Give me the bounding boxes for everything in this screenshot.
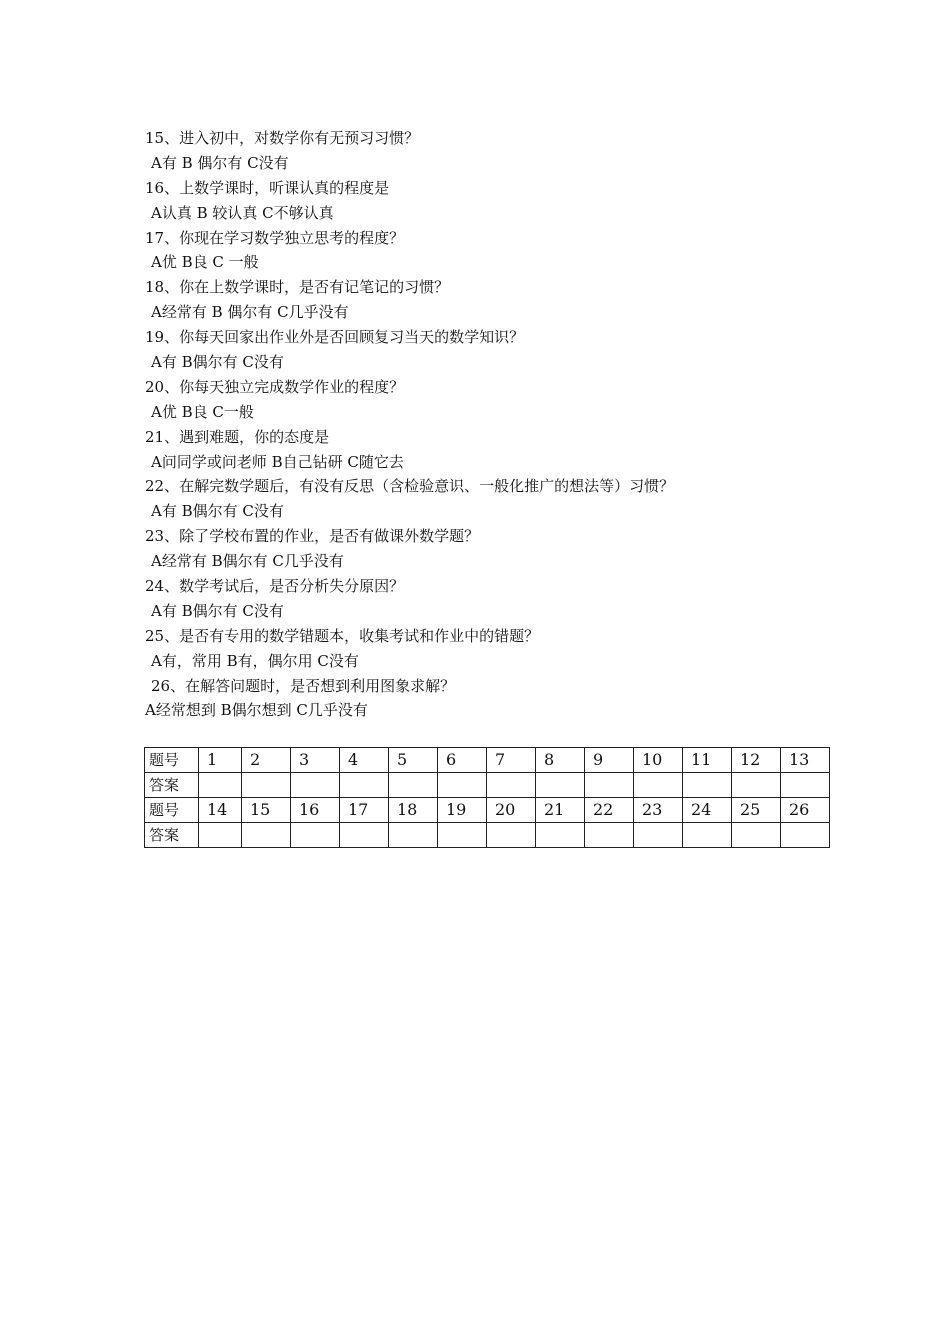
answer-cell[interactable]	[340, 773, 389, 798]
question-number-cell: 4	[340, 748, 389, 773]
question-options: A问同学或问老师 B自己钻研 C随它去	[151, 452, 404, 471]
question-number-cell: 3	[291, 748, 340, 773]
question-number-cell: 26	[781, 798, 830, 823]
question-number-cell: 25	[732, 798, 781, 823]
question-22	[145, 474, 845, 524]
answer-cell[interactable]	[732, 823, 781, 848]
question-number-cell: 14	[199, 798, 242, 823]
answer-cell[interactable]	[683, 823, 732, 848]
answer-sheet-table	[144, 747, 830, 848]
question-19	[145, 325, 845, 375]
question-options: A有 B偶尔有 C没有	[151, 353, 284, 372]
question-number-cell: 6	[438, 748, 487, 773]
answer-cell[interactable]	[438, 773, 487, 798]
question-options: A认真 B 较认真 C不够认真	[151, 203, 334, 222]
question-options: A经常想到 B偶尔想到 C几乎没有	[145, 701, 368, 720]
question-number-cell: 19	[438, 798, 487, 823]
question-list	[145, 126, 845, 723]
answer-cell[interactable]	[536, 823, 585, 848]
answer-cell[interactable]	[291, 773, 340, 798]
question-23	[145, 524, 845, 574]
question-16	[145, 176, 845, 226]
question-number-cell: 24	[683, 798, 732, 823]
question-text: 15、进入初中，对数学你有无预习习惯？	[145, 129, 420, 147]
question-number-cell: 10	[634, 748, 683, 773]
question-number-cell: 11	[683, 748, 732, 773]
row-header-number: 题号	[145, 798, 199, 823]
question-number-cell: 8	[536, 748, 585, 773]
answer-cell[interactable]	[340, 823, 389, 848]
question-number-cell: 16	[291, 798, 340, 823]
question-number-cell: 12	[732, 748, 781, 773]
number-row-2	[145, 798, 830, 823]
question-26	[145, 674, 845, 724]
answer-cell[interactable]	[585, 823, 634, 848]
question-options: A有 B偶尔有 C没有	[151, 502, 284, 521]
answer-cell[interactable]	[199, 773, 242, 798]
answer-cell[interactable]	[291, 823, 340, 848]
question-21	[145, 425, 845, 475]
answer-cell[interactable]	[389, 773, 438, 798]
answer-cell[interactable]	[242, 773, 291, 798]
question-text: 25、是否有专用的数学错题本，收集考试和作业中的错题？	[145, 626, 540, 645]
question-options: A有 B 偶尔有 C没有	[151, 153, 289, 172]
row-header-number: 题号	[145, 748, 199, 773]
question-number-cell: 15	[242, 798, 291, 823]
question-options: A有 B偶尔有 C没有	[151, 601, 284, 620]
question-options: A有，常用 B有，偶尔用 C没有	[151, 651, 359, 670]
question-text: 23、除了学校布置的作业，是否有做课外数学题？	[145, 527, 480, 546]
question-20	[145, 375, 845, 425]
question-number-cell: 2	[242, 748, 291, 773]
question-number-cell: 13	[781, 748, 830, 773]
question-number-cell: 20	[487, 798, 536, 823]
row-header-answer: 答案	[145, 773, 199, 798]
question-options: A经常有 B偶尔有 C几乎没有	[151, 552, 344, 571]
question-15	[145, 126, 845, 176]
question-options: A经常有 B 偶尔有 C几乎没有	[151, 303, 349, 322]
answer-row-2	[145, 823, 830, 848]
answer-cell[interactable]	[781, 773, 830, 798]
answer-cell[interactable]	[683, 773, 732, 798]
question-text: 19、你每天回家出作业外是否回顾复习当天的数学知识？	[145, 328, 525, 347]
question-text: 17、你现在学习数学独立思考的程度？	[145, 228, 405, 247]
question-options: A优 B良 C 一般	[151, 253, 259, 272]
question-number-cell: 18	[389, 798, 438, 823]
answer-cell[interactable]	[438, 823, 487, 848]
question-17	[145, 226, 845, 276]
question-text: 22、在解完数学题后，有没有反思（含检验意识、一般化推广的想法等）习惯？	[145, 477, 675, 496]
question-options: A优 B良 C一般	[151, 402, 254, 421]
question-24	[145, 574, 845, 624]
question-number-cell: 1	[199, 748, 242, 773]
question-text: 20、你每天独立完成数学作业的程度？	[145, 377, 405, 396]
answer-cell[interactable]	[634, 773, 683, 798]
question-number-cell: 22	[585, 798, 634, 823]
question-25	[145, 624, 845, 674]
answer-cell[interactable]	[199, 823, 242, 848]
answer-cell[interactable]	[585, 773, 634, 798]
answer-cell[interactable]	[732, 773, 781, 798]
question-text: 21、遇到难题，你的态度是	[145, 427, 330, 446]
answer-cell[interactable]	[781, 823, 830, 848]
answer-cell[interactable]	[487, 823, 536, 848]
answer-cell[interactable]	[242, 823, 291, 848]
row-header-answer: 答案	[145, 823, 199, 848]
question-number-cell: 21	[536, 798, 585, 823]
question-text: 16、上数学课时，听课认真的程度是	[145, 178, 390, 197]
question-number-cell: 17	[340, 798, 389, 823]
answer-cell[interactable]	[389, 823, 438, 848]
answer-cell[interactable]	[536, 773, 585, 798]
question-text: 18、你在上数学课时，是否有记笔记的习惯？	[145, 278, 450, 297]
answer-row-1	[145, 773, 830, 798]
question-number-cell: 7	[487, 748, 536, 773]
number-row-1	[145, 748, 830, 773]
question-text: 24、数学考试后，是否分析失分原因？	[145, 577, 405, 596]
question-text: 26、在解答问题时，是否想到利用图象求解？	[151, 676, 456, 695]
question-number-cell: 9	[585, 748, 634, 773]
answer-cell[interactable]	[487, 773, 536, 798]
answer-cell[interactable]	[634, 823, 683, 848]
question-number-cell: 5	[389, 748, 438, 773]
question-number-cell: 23	[634, 798, 683, 823]
question-18	[145, 275, 845, 325]
